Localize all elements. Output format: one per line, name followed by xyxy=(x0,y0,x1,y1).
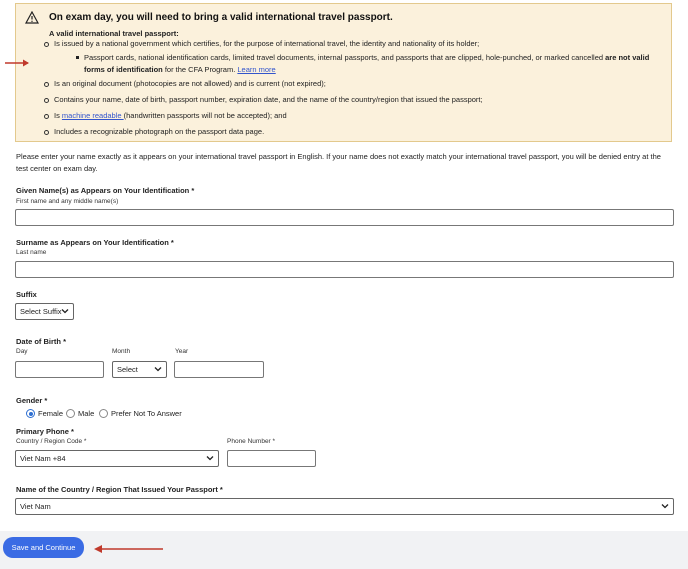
phone-number-label: Phone Number * xyxy=(227,438,276,445)
chevron-down-icon xyxy=(61,307,69,315)
machine-readable-link[interactable]: machine readable xyxy=(61,111,124,120)
suffix-label: Suffix xyxy=(16,290,37,299)
passport-notice xyxy=(15,3,672,142)
annotation-arrow-icon xyxy=(4,58,30,68)
warning-icon xyxy=(25,11,39,24)
save-and-continue-button[interactable]: Save and Continue xyxy=(3,537,84,558)
issuer-label: Name of the Country / Region That Issued Your Passport * xyxy=(16,485,223,494)
country-code-select[interactable]: Viet Nam +84 xyxy=(15,450,219,467)
chevron-down-icon xyxy=(206,454,214,462)
gender-label: Gender * xyxy=(16,396,48,405)
given-name-hint: First name and any middle name(s) xyxy=(16,198,119,205)
notice-title: On exam day, you will need to bring a valid international travel passport. xyxy=(49,12,393,23)
phone-number-input[interactable] xyxy=(227,450,316,467)
suffix-select[interactable]: Select Suffix xyxy=(15,303,74,320)
notice-subbullet-invalid: Passport cards, national identification cards, limited travel documents, internal passports, and passports that are clipped, hole-punched, or marked cancelled are not valid forms of identification for the CFA Program. Learn more xyxy=(84,52,659,75)
dob-year-input[interactable] xyxy=(174,361,264,378)
given-name-input[interactable] xyxy=(15,209,674,226)
radio-icon xyxy=(99,409,108,418)
learn-more-link[interactable]: Learn more xyxy=(237,64,276,74)
chevron-down-icon xyxy=(154,365,162,373)
chevron-down-icon xyxy=(661,502,669,510)
notice-bullet-issued: Is issued by a national government which certifies, for the purpose of international travel, the identity and nationality of its holder; xyxy=(54,39,480,48)
radio-icon xyxy=(66,409,75,418)
notice-bullet-original: Is an original document (photocopies are not allowed) and is current (not expired); xyxy=(54,79,326,88)
annotation-arrow-icon xyxy=(93,543,165,555)
surname-label: Surname as Appears on Your Identification * xyxy=(16,238,174,247)
dob-month-label: Month xyxy=(112,348,131,355)
dob-label: Date of Birth * xyxy=(16,337,67,346)
country-code-label: Country / Region Code * xyxy=(16,438,87,445)
notice-bullet-contains: Contains your name, date of birth, passport number, expiration date, and the name of the country/region that issued the passport; xyxy=(54,95,483,104)
surname-input[interactable] xyxy=(15,261,674,278)
instructions-text: Please enter your name exactly as it appears on your international travel passport in English. If your name does not exactly match your international travel passport, you will be denied entry at the test center on exam day. xyxy=(16,152,661,173)
dob-day-input[interactable] xyxy=(15,361,104,378)
dob-year-label: Year xyxy=(175,348,189,355)
surname-hint: Last name xyxy=(16,249,47,256)
notice-bullet-machine-readable: Is machine readable (handwritten passports will not be accepted); and xyxy=(54,111,287,120)
dob-day-label: Day xyxy=(16,348,28,355)
dob-month-select[interactable]: Select xyxy=(112,361,167,378)
radio-selected-icon xyxy=(26,409,35,418)
primary-phone-label: Primary Phone * xyxy=(16,427,74,436)
notice-subtitle: A valid international travel passport: xyxy=(49,29,179,38)
given-name-label: Given Name(s) as Appears on Your Identification * xyxy=(16,186,195,195)
notice-bullet-photo: Includes a recognizable photograph on the passport data page. xyxy=(54,127,265,136)
issuer-country-select[interactable]: Viet Nam xyxy=(15,498,674,515)
